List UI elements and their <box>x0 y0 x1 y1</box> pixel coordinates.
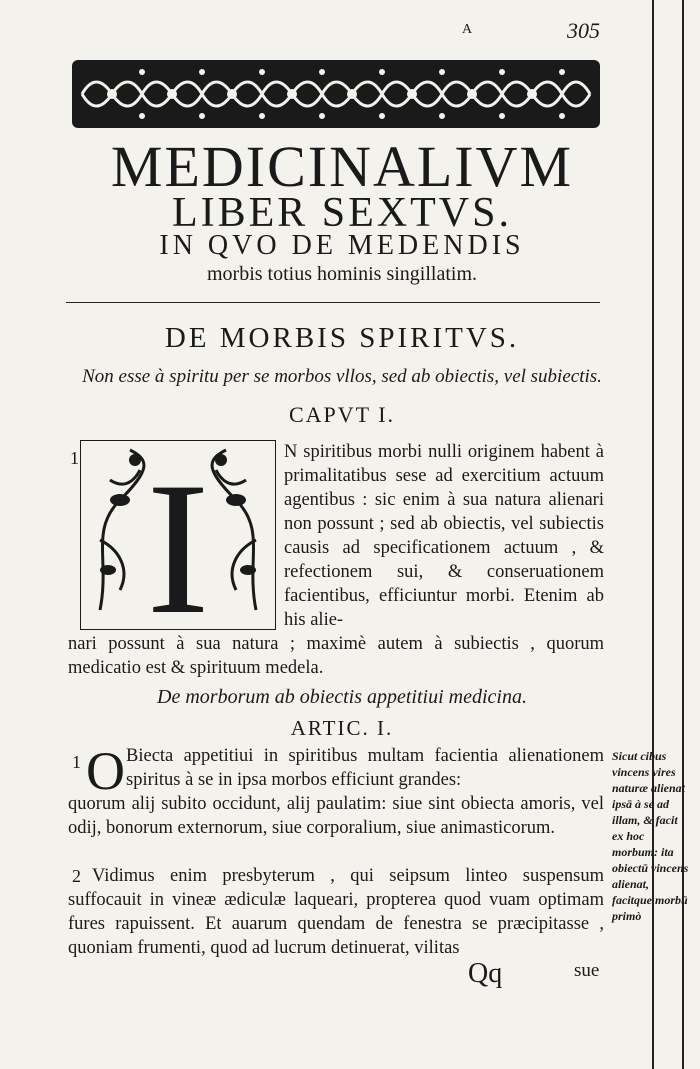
initial-letter: I <box>146 444 210 630</box>
article-number: ARTIC. I. <box>290 716 394 740</box>
paragraph-number: 1 <box>72 752 81 772</box>
signature-mark: Qq <box>468 958 503 989</box>
page-number: 305 <box>567 18 600 43</box>
initial-o: O <box>86 741 125 801</box>
paragraph-number: 1 <box>70 448 79 468</box>
book-title: MEDICINALIVM <box>110 134 574 199</box>
paragraph-1-bottom: nari possunt à sua natura ; maximè autem à subiectis , quorum medicatio est & spirituum medela. <box>68 634 604 678</box>
marginal-note: Sicut cibus vincens vires naturæ alienat ipsā à se ad illam, & facit ex hoc morbum: ita obiectū vincens alienat, facitque morbū primò <box>612 749 689 923</box>
paragraph-1-top: N spiritibus morbi nulli originem habent à primalitatibus sese ad exercitium actuum agentibus : sic enim à sua natura alienari non possunt ; sed ab obiectis, vel subiectis causis ad specificationem actuum , & refectionem sui, & conseruationem facientibus, efficiuntur morbi. Etenim ab his alie- <box>284 442 604 630</box>
paragraph-number: 2 <box>72 866 81 886</box>
catchword: sue <box>574 960 600 981</box>
article-heading: De morborum ab obiectis appetitiui medicina. <box>157 686 527 708</box>
book-subtitle: LIBER SEXTVS. <box>171 190 512 236</box>
book-subtitle-line3: IN QVO DE MEDENDIS <box>159 230 525 261</box>
chapter-heading: CAPVT I. <box>288 402 396 427</box>
decorated-initial <box>80 440 276 630</box>
horizontal-rule <box>66 302 600 303</box>
paragraph-3: Vidimus enim presbyterum , qui seipsum linteo suspensum suffocauit in vineæ ædiculæ laqueari, propterea quod vuam optimam fures rapuissent. Et auarum quendam de fenestra se præcipitasse , quoniam frumenti, quod ad lucrum detinuerat, vilitas <box>68 866 604 958</box>
tick-mark: A <box>462 22 473 37</box>
section-subtitle: Non esse à spiritu per se morbos vllos, sed ab obiectis, vel subiectis. <box>82 366 602 387</box>
paragraph-2-rest: quorum alij subito occidunt, alij paulatim: siue sint obiecta amoris, vel odij, bonorum externorum, siue corporalium, siue animasticorum. <box>68 794 604 838</box>
headpiece-ornament <box>72 60 600 128</box>
section-title: DE MORBIS SPIRITVS. <box>164 322 520 354</box>
book-subtitle-line4: morbis totius hominis singillatim. <box>206 263 478 285</box>
paragraph-2-first: Biecta appetitiui in spiritibus multam facientia alienationem spiritus à se in ipsa morbos efficiunt grandes: <box>126 746 604 790</box>
